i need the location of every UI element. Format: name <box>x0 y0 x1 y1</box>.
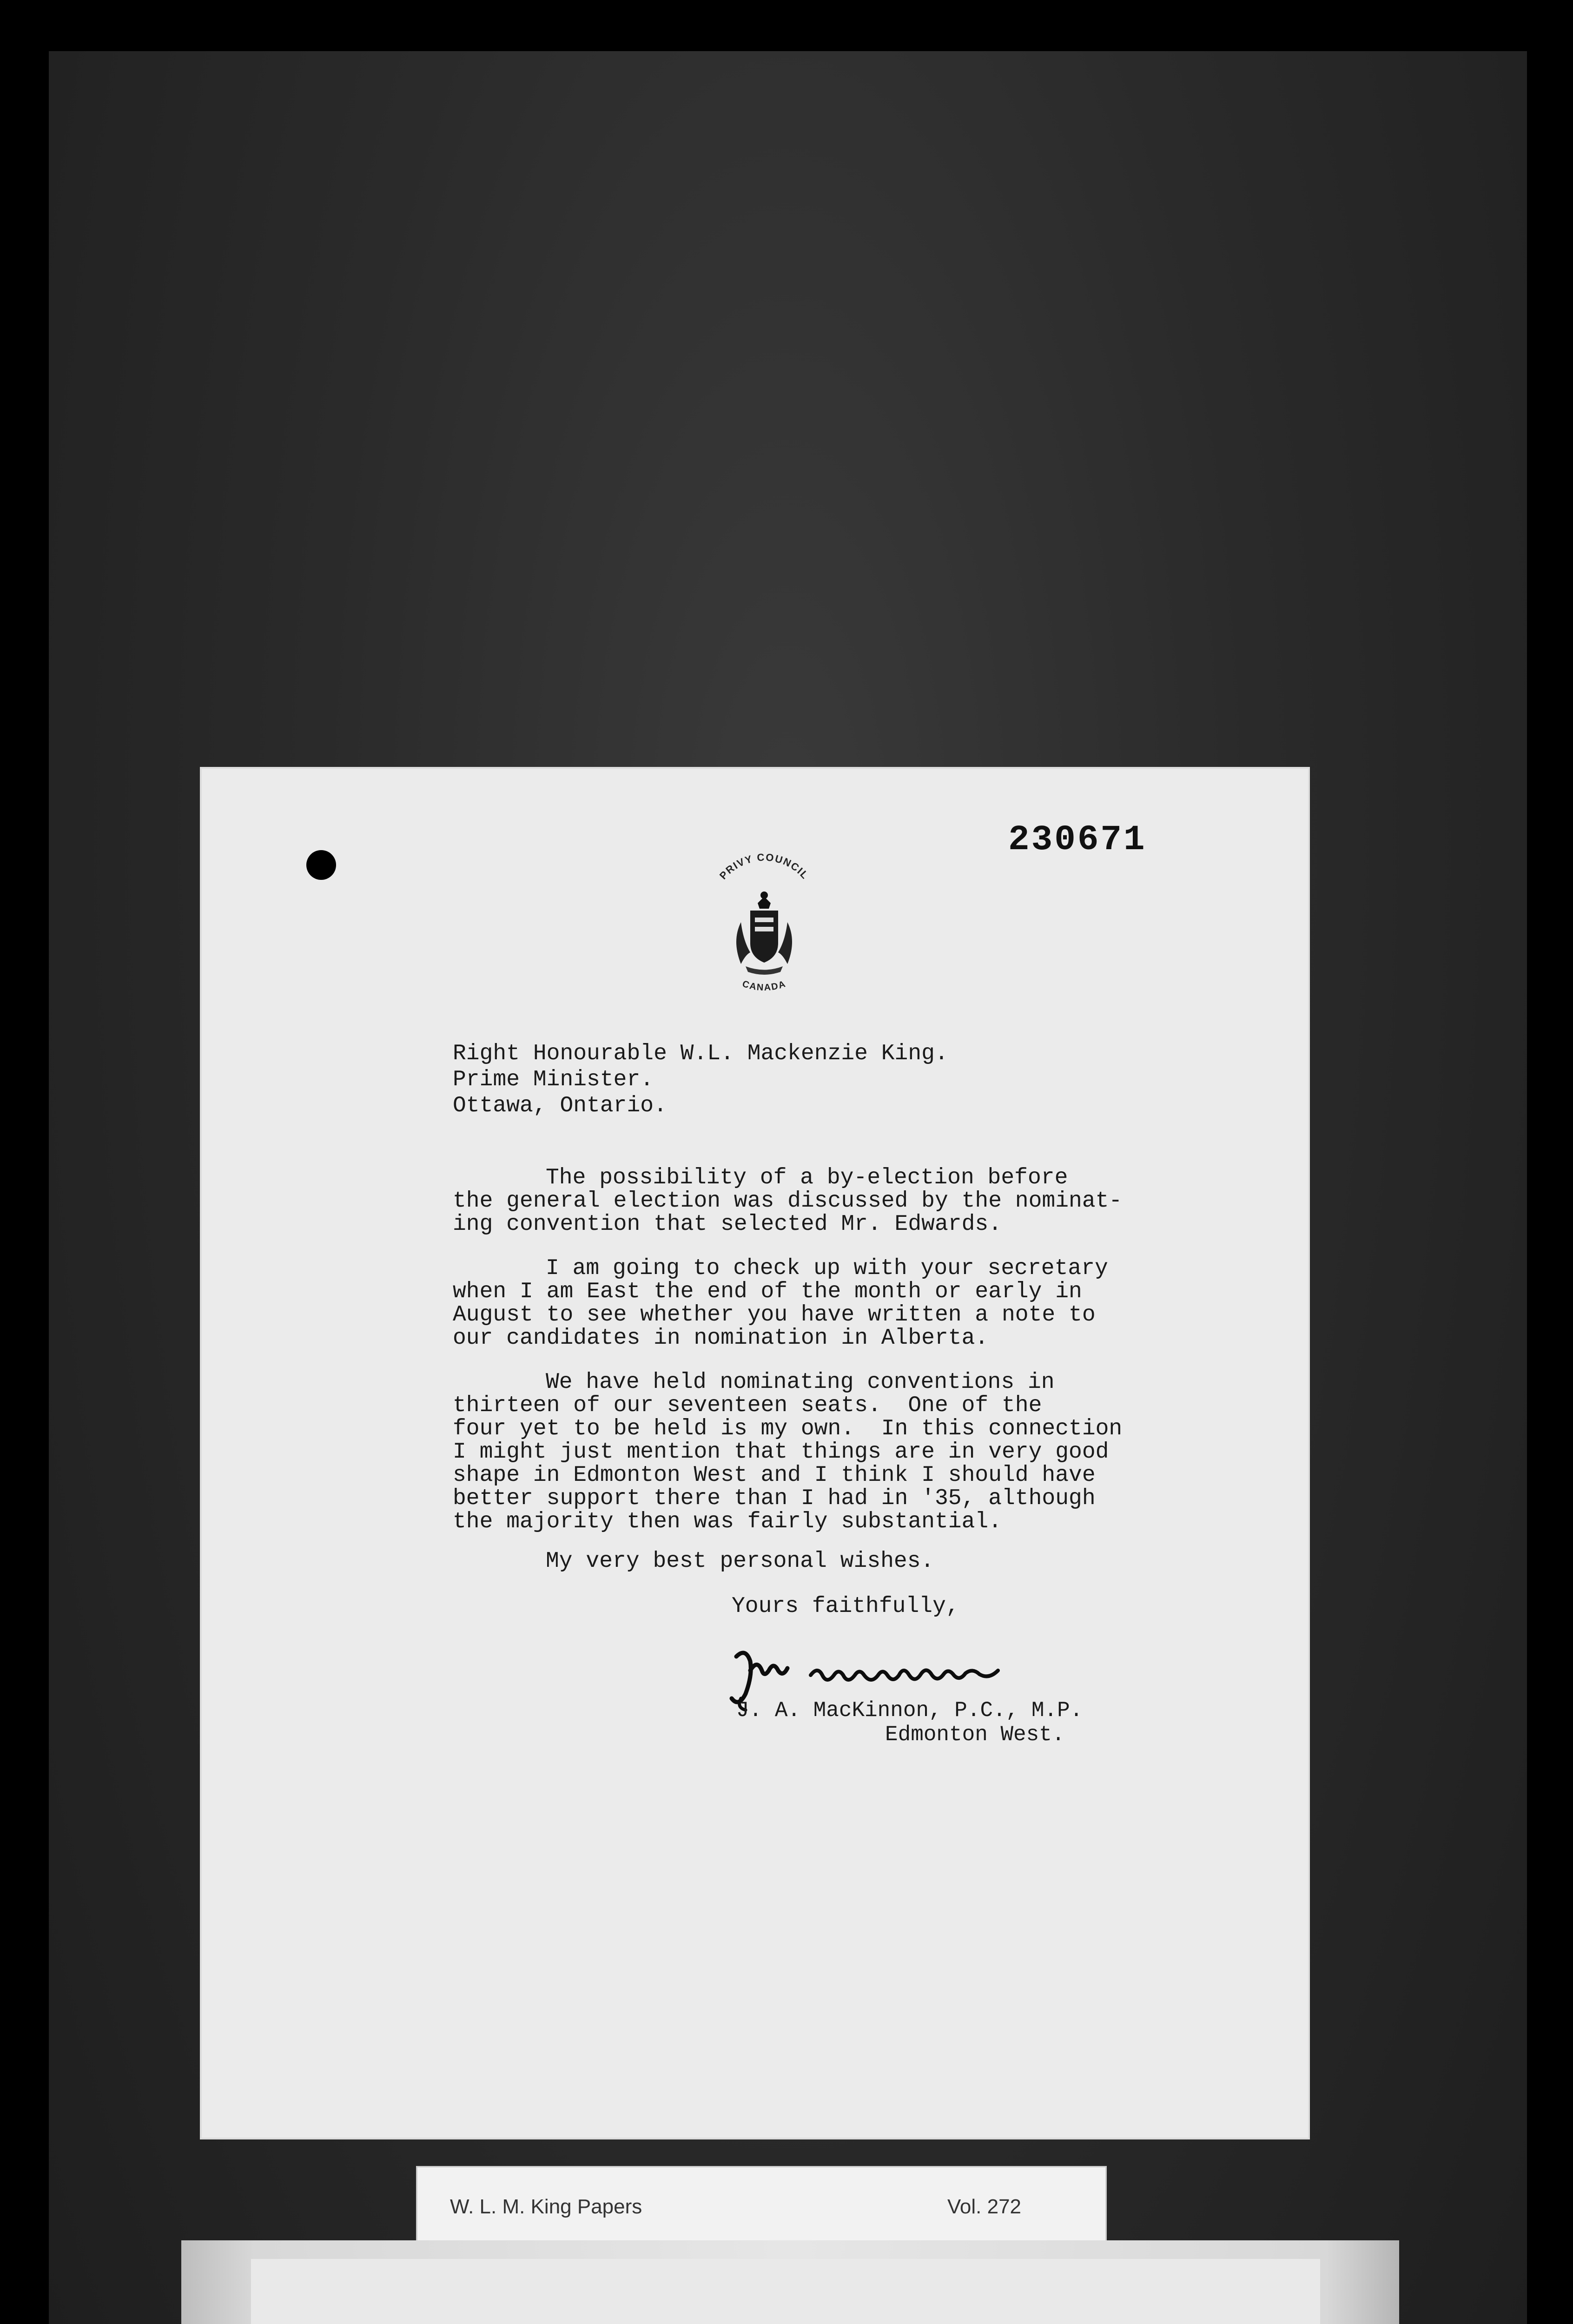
address-line: Prime Minister. <box>453 1067 654 1092</box>
closing: Yours faithfully, <box>732 1594 959 1619</box>
paragraph-2 <box>453 1257 1108 1350</box>
address-line: Ottawa, Ontario. <box>453 1093 667 1118</box>
letterhead-top-text: PRIVY COUNCIL <box>717 852 812 882</box>
paragraph-line: when I am East the end of the month or early in <box>453 1279 1082 1304</box>
paragraph-4 <box>453 1550 934 1573</box>
document-number: 230671 <box>1008 820 1147 860</box>
archives-stamp <box>181 2240 1399 2324</box>
paragraph-line: We have held nominating conventions in <box>546 1370 1055 1395</box>
letter-page <box>200 767 1310 2139</box>
paragraph-line: The possibility of a by-election before <box>546 1165 1068 1190</box>
privy-council-crest <box>694 852 834 1006</box>
svg-text:PRIVY COUNCIL <box>717 852 811 882</box>
address-line: Right Honourable W.L. Mackenzie King. <box>453 1041 948 1066</box>
paragraph-line: better support there than I had in '35, although <box>453 1486 1096 1511</box>
paragraph-line: I might just mention that things are in very good <box>453 1439 1109 1465</box>
paragraph-line: shape in Edmonton West and I think I should have <box>453 1463 1096 1488</box>
punch-hole <box>306 850 336 880</box>
archives-stamp-panel <box>251 2259 1320 2324</box>
paragraph-line: the majority then was fairly substantial. <box>453 1509 1002 1534</box>
paragraph-line: My very best personal wishes. <box>546 1549 934 1574</box>
paragraph-line: four yet to be held is my own. In this connection <box>453 1416 1123 1441</box>
recipient-address <box>453 1041 948 1119</box>
volume-number: Vol. 272 <box>947 2195 1022 2218</box>
paragraph-line: our candidates in nomination in Alberta. <box>453 1326 989 1351</box>
paragraph-line: I am going to check up with your secretary <box>546 1256 1108 1281</box>
svg-text:CANADA <box>741 979 787 993</box>
paragraph-line: ing convention that selected Mr. Edwards. <box>453 1212 1002 1237</box>
letterhead-bottom-text: CANADA <box>740 978 788 993</box>
royal-arms-icon <box>736 891 792 975</box>
collection-name: W. L. M. King Papers <box>450 2195 642 2218</box>
signer-block <box>736 1698 1083 1747</box>
paragraph-1 <box>453 1166 1122 1236</box>
signer-constituency: Edmonton West. <box>885 1723 1065 1747</box>
signer-name: J. A. MacKinnon, P.C., M.P. <box>736 1698 1083 1723</box>
paragraph-3 <box>453 1371 1122 1533</box>
paragraph-line: thirteen of our seventeen seats. One of the <box>453 1393 1042 1418</box>
paragraph-line: August to see whether you have written a note to <box>453 1302 1096 1327</box>
paragraph-line: the general election was discussed by the nominat- <box>453 1188 1123 1214</box>
